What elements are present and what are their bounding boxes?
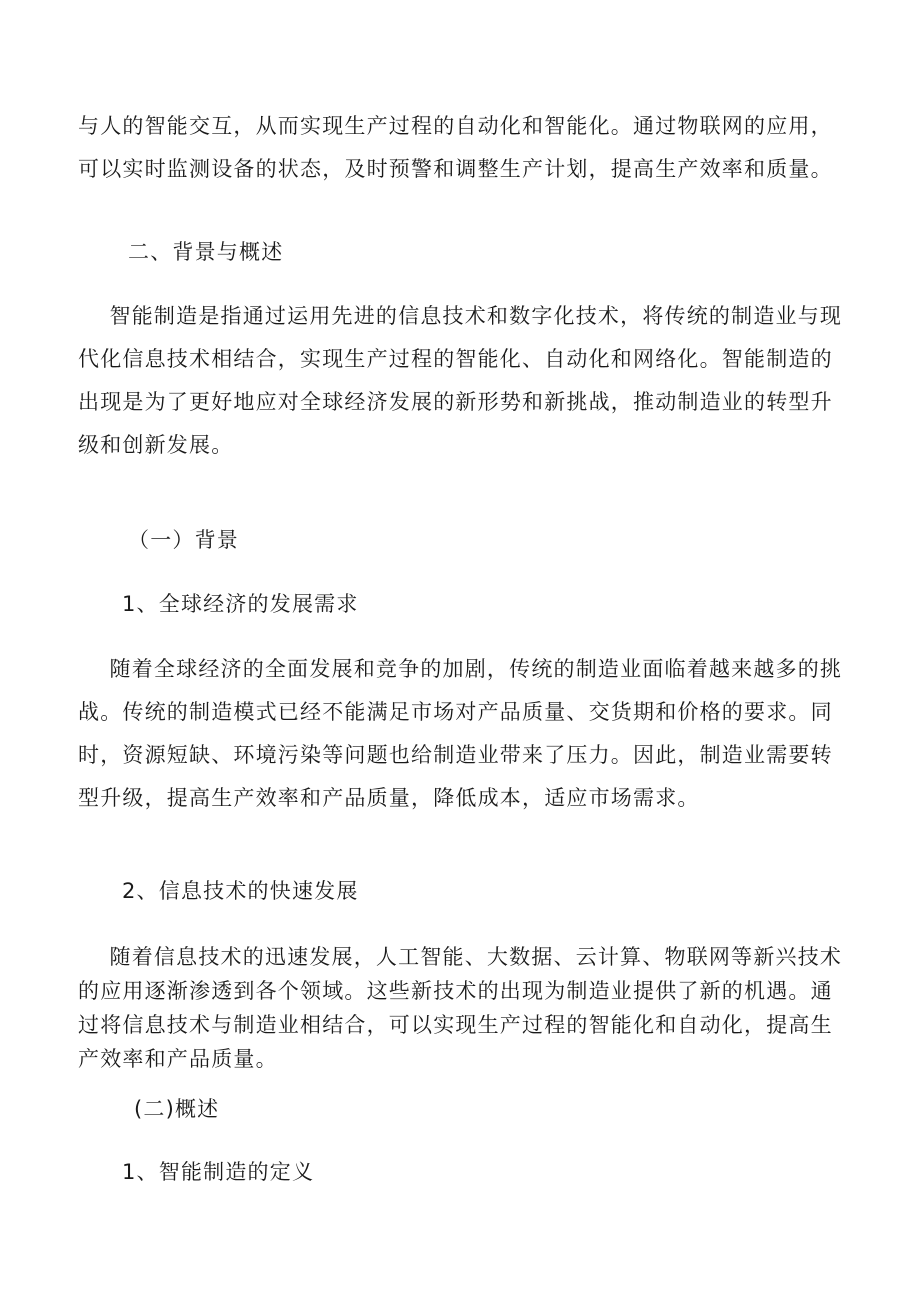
item-heading-global-economy: 1、全球经济的发展需求 [122,592,359,616]
information-technology-paragraph: 随着信息技术的迅速发展，人工智能、大数据、云计算、物联网等新兴技术的应用逐渐渗透到各个领域。这些新技术的出现为制造业提供了新的机遇。通过将信息技术与制造业相结合，可以实现生产过程的智能化和自动化，提高生产效率和产品质量。 [78,945,843,1071]
subsection-heading-overview: (二)概述 [134,1097,220,1121]
subsection-heading-background: （一）背景 [128,528,239,552]
item-heading-definition: 1、智能制造的定义 [122,1160,315,1184]
intro-paragraph: 与人的智能交互，从而实现生产过程的自动化和智能化。通过物联网的应用，可以实时监测设备的状态，及时预警和调整生产计划，提高生产效率和质量。 [78,114,833,181]
global-economy-paragraph: 随着全球经济的全面发展和竞争的加剧，传统的制造业面临着越来越多的挑战。传统的制造模式已经不能满足市场对产品质量、交货期和价格的要求。同时，资源短缺、环境污染等问题也给制造业带来了压力。因此，制造业需要转型升级，提高生产效率和产品质量，降低成本，适应市场需求。 [78,657,843,810]
overview-paragraph: 智能制造是指通过运用先进的信息技术和数字化技术，将传统的制造业与现代化信息技术相结合，实现生产过程的智能化、自动化和网络化。智能制造的出现是为了更好地应对全球经济发展的新形势和新挑战，推动制造业的转型升级和创新发展。 [78,304,843,457]
section-heading-background-overview: 二、背景与概述 [128,240,284,264]
item-heading-information-technology: 2、信息技术的快速发展 [122,879,359,903]
